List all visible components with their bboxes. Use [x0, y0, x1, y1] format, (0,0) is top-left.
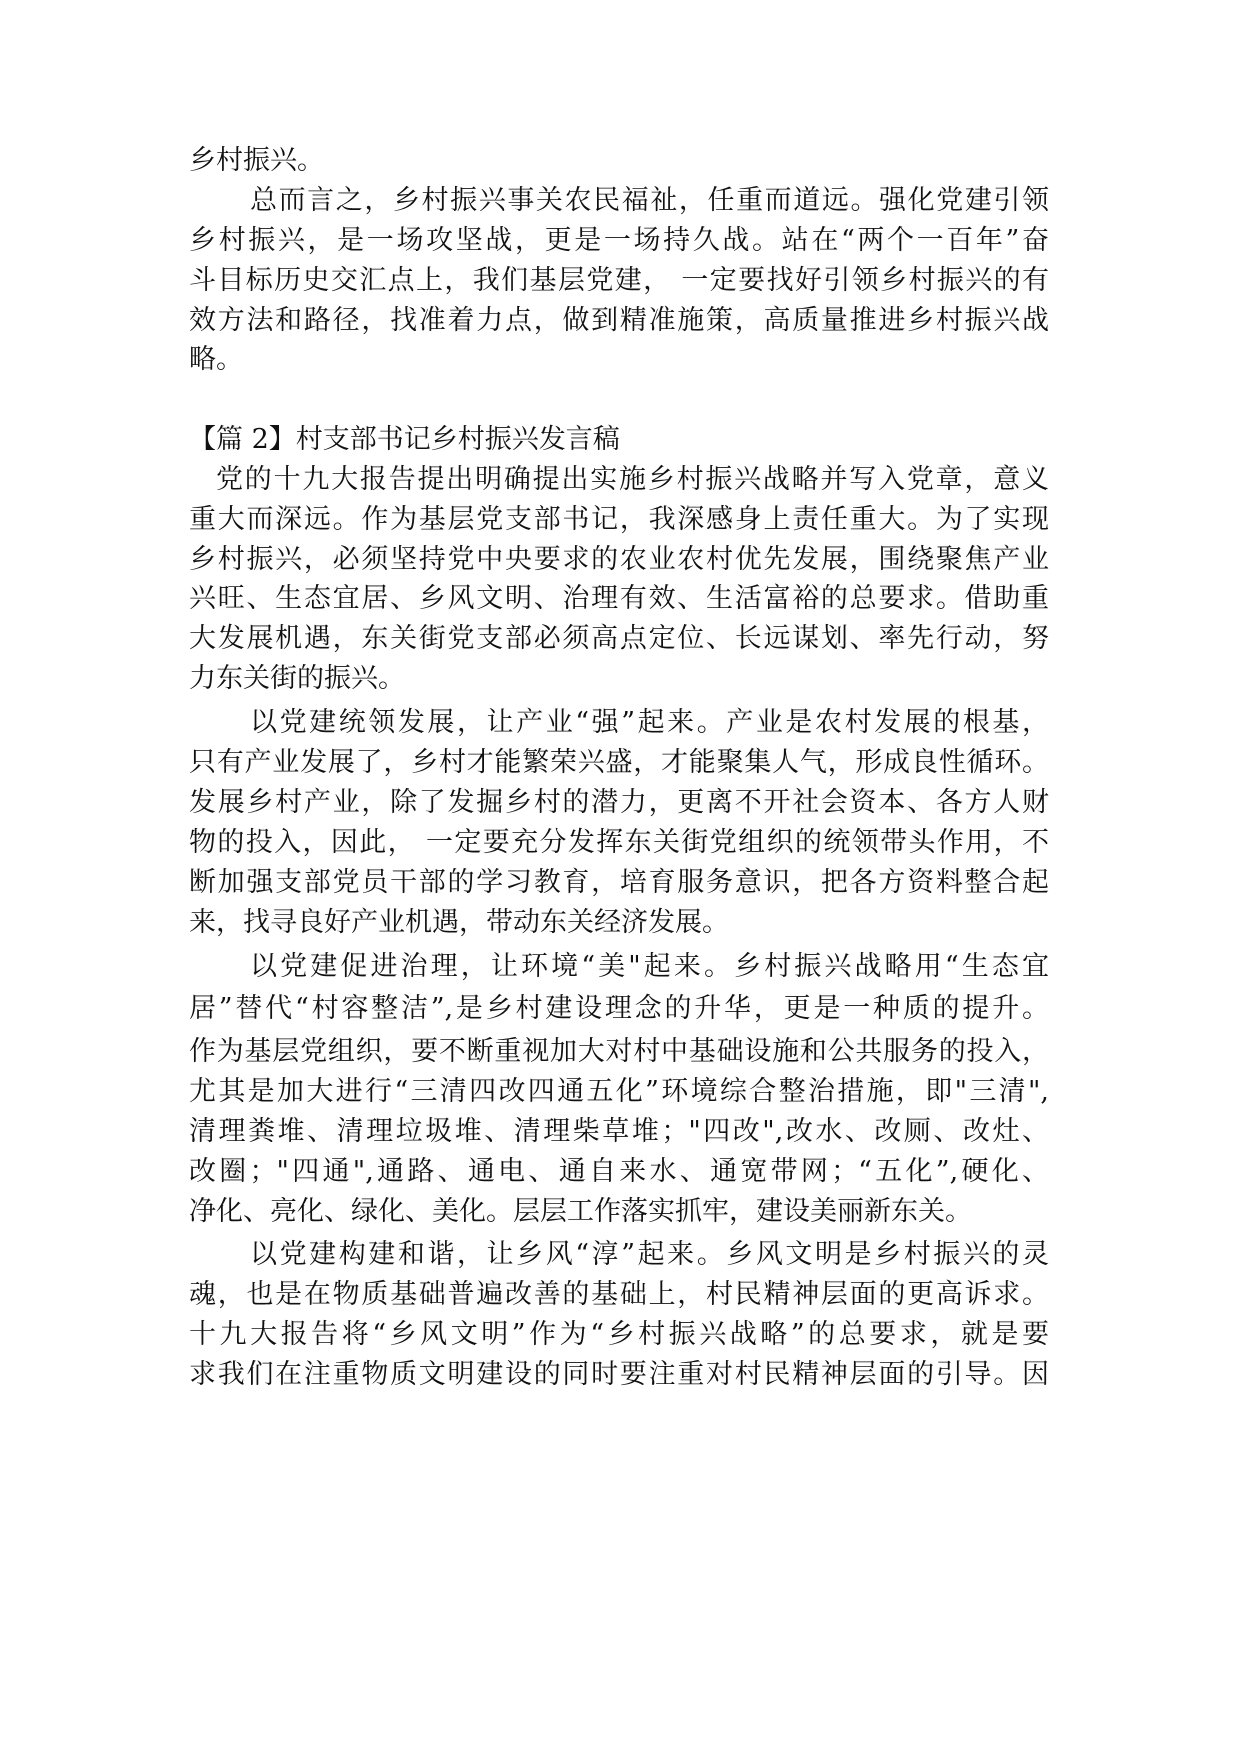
paragraph-line: 只有产业发展了，乡村才能繁荣兴盛，才能聚集人气，形成良性循环。 — [189, 747, 1049, 778]
paragraph-line: 重大而深远。作为基层党支部书记，我深感身上责任重大。为了实现 — [189, 504, 1049, 535]
paragraph-line: 净化、亮化、绿化、美化。层层工作落实抓牢，建设美丽新东关。 — [189, 1196, 972, 1227]
paragraph-line: 尤其是加大进行“三清四改四通五化”环境综合整治措施，即"三清", — [189, 1076, 1049, 1107]
paragraph-line: 乡村振兴。 — [189, 145, 324, 176]
paragraph-line: 党的十九大报告提出明确提出实施乡村振兴战略并写入党章，意义 — [216, 464, 1049, 495]
paragraph-line: 断加强支部党员干部的学习教育，培育服务意识，把各方资料整合起 — [189, 867, 1049, 898]
paragraph-line: 效方法和路径，找准着力点，做到精准施策，高质量推进乡村振兴战 — [189, 305, 1049, 336]
paragraph-line: 以党建构建和谐，让乡风“淳”起来。乡风文明是乡村振兴的灵 — [250, 1239, 1049, 1270]
paragraph-line: 乡村振兴，是一场攻坚战，更是一场持久战。站在“两个一百年”奋 — [189, 225, 1049, 256]
paragraph-line: 乡村振兴，必须坚持党中央要求的农业农村优先发展，围绕聚焦产业 — [189, 544, 1049, 575]
paragraph-line: 力东关街的振兴。 — [189, 663, 405, 694]
paragraph-line: 大发展机遇，东关街党支部必须高点定位、长远谋划、率先行动，努 — [189, 623, 1049, 654]
paragraph-line: 来，找寻良好产业机遇，带动东关经济发展。 — [189, 907, 729, 938]
paragraph-line: 发展乡村产业，除了发掘乡村的潜力，更离不开社会资本、各方人财 — [189, 787, 1049, 818]
paragraph-line: 求我们在注重物质文明建设的同时要注重对村民精神层面的引导。因 — [189, 1359, 1049, 1390]
paragraph-line: 略。 — [189, 344, 243, 375]
paragraph-line: 以党建统领发展，让产业“强”起来。产业是农村发展的根基， — [250, 707, 1049, 738]
paragraph-line: 总而言之，乡村振兴事关农民福祉，任重而道远。强化党建引领 — [250, 185, 1049, 216]
paragraph-line: 物的投入，因此， 一定要充分发挥东关街党组织的统领带头作用，不 — [189, 827, 1049, 858]
paragraph-line: 兴旺、生态宜居、乡风文明、治理有效、生活富裕的总要求。借助重 — [189, 583, 1049, 614]
paragraph-line: 居”替代“村容整洁”,是乡村建设理念的升华，更是一种质的提升。 — [189, 993, 1049, 1024]
paragraph-line: 以党建促进治理，让环境“美"起来。乡村振兴战略用“生态宜 — [250, 951, 1049, 982]
section-heading: 【篇 2】村支部书记乡村振兴发言稿 — [189, 424, 620, 455]
paragraph-line: 斗目标历史交汇点上，我们基层党建， 一定要找好引领乡村振兴的有 — [189, 265, 1049, 296]
paragraph-line: 十九大报告将“乡风文明”作为“乡村振兴战略”的总要求，就是要 — [189, 1319, 1049, 1350]
paragraph-line: 改圈；"四通",通路、通电、通自来水、通宽带网；“五化”,硬化、 — [189, 1156, 1049, 1187]
paragraph-line: 清理粪堆、清理垃圾堆、清理柴草堆；"四改",改水、改厕、改灶、 — [189, 1116, 1049, 1147]
paragraph-line: 作为基层党组织，要不断重视加大对村中基础设施和公共服务的投入， — [189, 1036, 1049, 1067]
paragraph-line: 魂，也是在物质基础普遍改善的基础上，村民精神层面的更高诉求。 — [189, 1279, 1049, 1310]
